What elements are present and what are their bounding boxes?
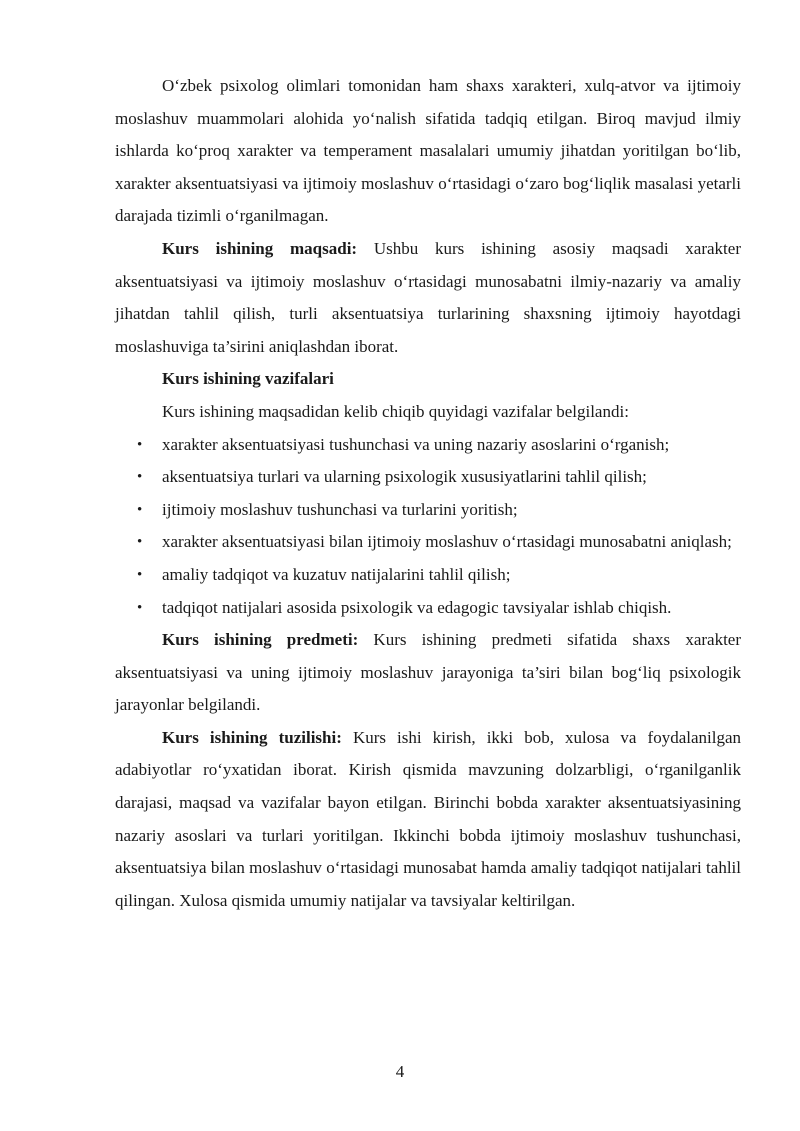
task-text: xarakter aksentuatsiyasi bilan ijtimoiy moslashuv o‘rtasidagi munosabatni aniqlash; <box>162 532 732 552</box>
list-item <box>115 526 741 559</box>
task-text: aksentuatsiya turlari va ularning psixologik xususiyatlarini tahlil qilish; <box>162 467 647 487</box>
bullet-icon: • <box>137 469 143 486</box>
bullet-icon: • <box>137 501 143 518</box>
bullet-icon: • <box>137 436 143 453</box>
subject-label: Kurs ishining predmeti: <box>162 630 359 650</box>
intro-paragraph: O‘zbek psixolog olimlari tomonidan ham shaxs xarakteri, xulq-atvor va ijtimoiy moslashuv muammolari alohida yo‘nalish sifatida tadqiq etilgan. Biroq mavjud ilmiy ishlarda ko‘proq xarakter va temperament masalalari umumiy jihatdan yoritilgan bo‘lib, xarakter aksentuatsiyasi va ijtimoiy moslashuv o‘rtasidagi o‘zaro bog‘liqlik masalasi yetarli darajada tizimli o‘rganilmagan. <box>115 76 741 226</box>
list-item <box>115 429 741 462</box>
list-item <box>115 592 741 625</box>
bullet-icon: • <box>137 599 143 616</box>
goal-label: Kurs ishining maqsadi: <box>162 238 358 258</box>
structure-paragraph <box>115 722 741 918</box>
subject-text: Kurs ishining predmeti sifatida shaxs xarakter aksentuatsiyasi va uning ijtimoiy moslashuv jarayoniga ta’siri bilan bog‘liq psixologik jarayonlar belgilandi. <box>115 630 741 715</box>
list-item <box>115 494 741 527</box>
task-text: xarakter aksentuatsiyasi tushunchasi va uning nazariy asoslarini o‘rganish; <box>162 434 670 454</box>
goal-text: Ushbu kurs ishining asosiy maqsadi xarakter aksentuatsiyasi va ijtimoiy moslashuv o‘rtasidagi munosabatni ilmiy-nazariy va amaliy jihatdan tahlil qilish, turli aksentuatsiya turlarining shaxsning ijtimoiy hayotdagi moslashuviga ta’sirini aniqlashdan iborat. <box>115 238 741 356</box>
task-text: ijtimoiy moslashuv tushunchasi va turlarini yoritish; <box>162 499 518 519</box>
list-item <box>115 461 741 494</box>
tasks-intro: Kurs ishining maqsadidan kelib chiqib quyidagi vazifalar belgilandi: <box>162 401 629 421</box>
tasks-list <box>115 429 741 625</box>
tasks-heading: Kurs ishining vazifalari <box>162 369 334 389</box>
goal-paragraph <box>115 233 741 363</box>
bullet-icon: • <box>137 534 143 551</box>
bullet-icon: • <box>137 566 143 583</box>
list-item <box>115 559 741 592</box>
task-text: amaliy tadqiqot va kuzatuv natijalarini tahlil qilish; <box>162 564 511 584</box>
task-text: tadqiqot natijalari asosida psixologik va edagogic tavsiyalar ishlab chiqish. <box>162 597 672 617</box>
document-page <box>115 70 741 917</box>
structure-label: Kurs ishining tuzilishi: <box>162 727 342 747</box>
structure-text: Kurs ishi kirish, ikki bob, xulosa va foydalanilgan adabiyotlar ro‘yxatidan iborat. Kirish qismida mavzuning dolzarbligi, o‘rganilganlik darajasi, maqsad va vazifalar bayon etilgan. Birinchi bobda xarakter aksentuatsiyasining nazariy asoslari va turlari yoritilgan. Ikkinchi bobda ijtimoiy moslashuv tushunchasi, aksentuatsiya bilan moslashuv o‘rtasidagi munosabat hamda amaliy tadqiqot natijalari tahlil qilingan. Xulosa qismida umumiy natijalar va tavsiyalar keltirilgan. <box>115 727 741 910</box>
page-number: 4 <box>395 1062 405 1081</box>
subject-paragraph <box>115 624 741 722</box>
